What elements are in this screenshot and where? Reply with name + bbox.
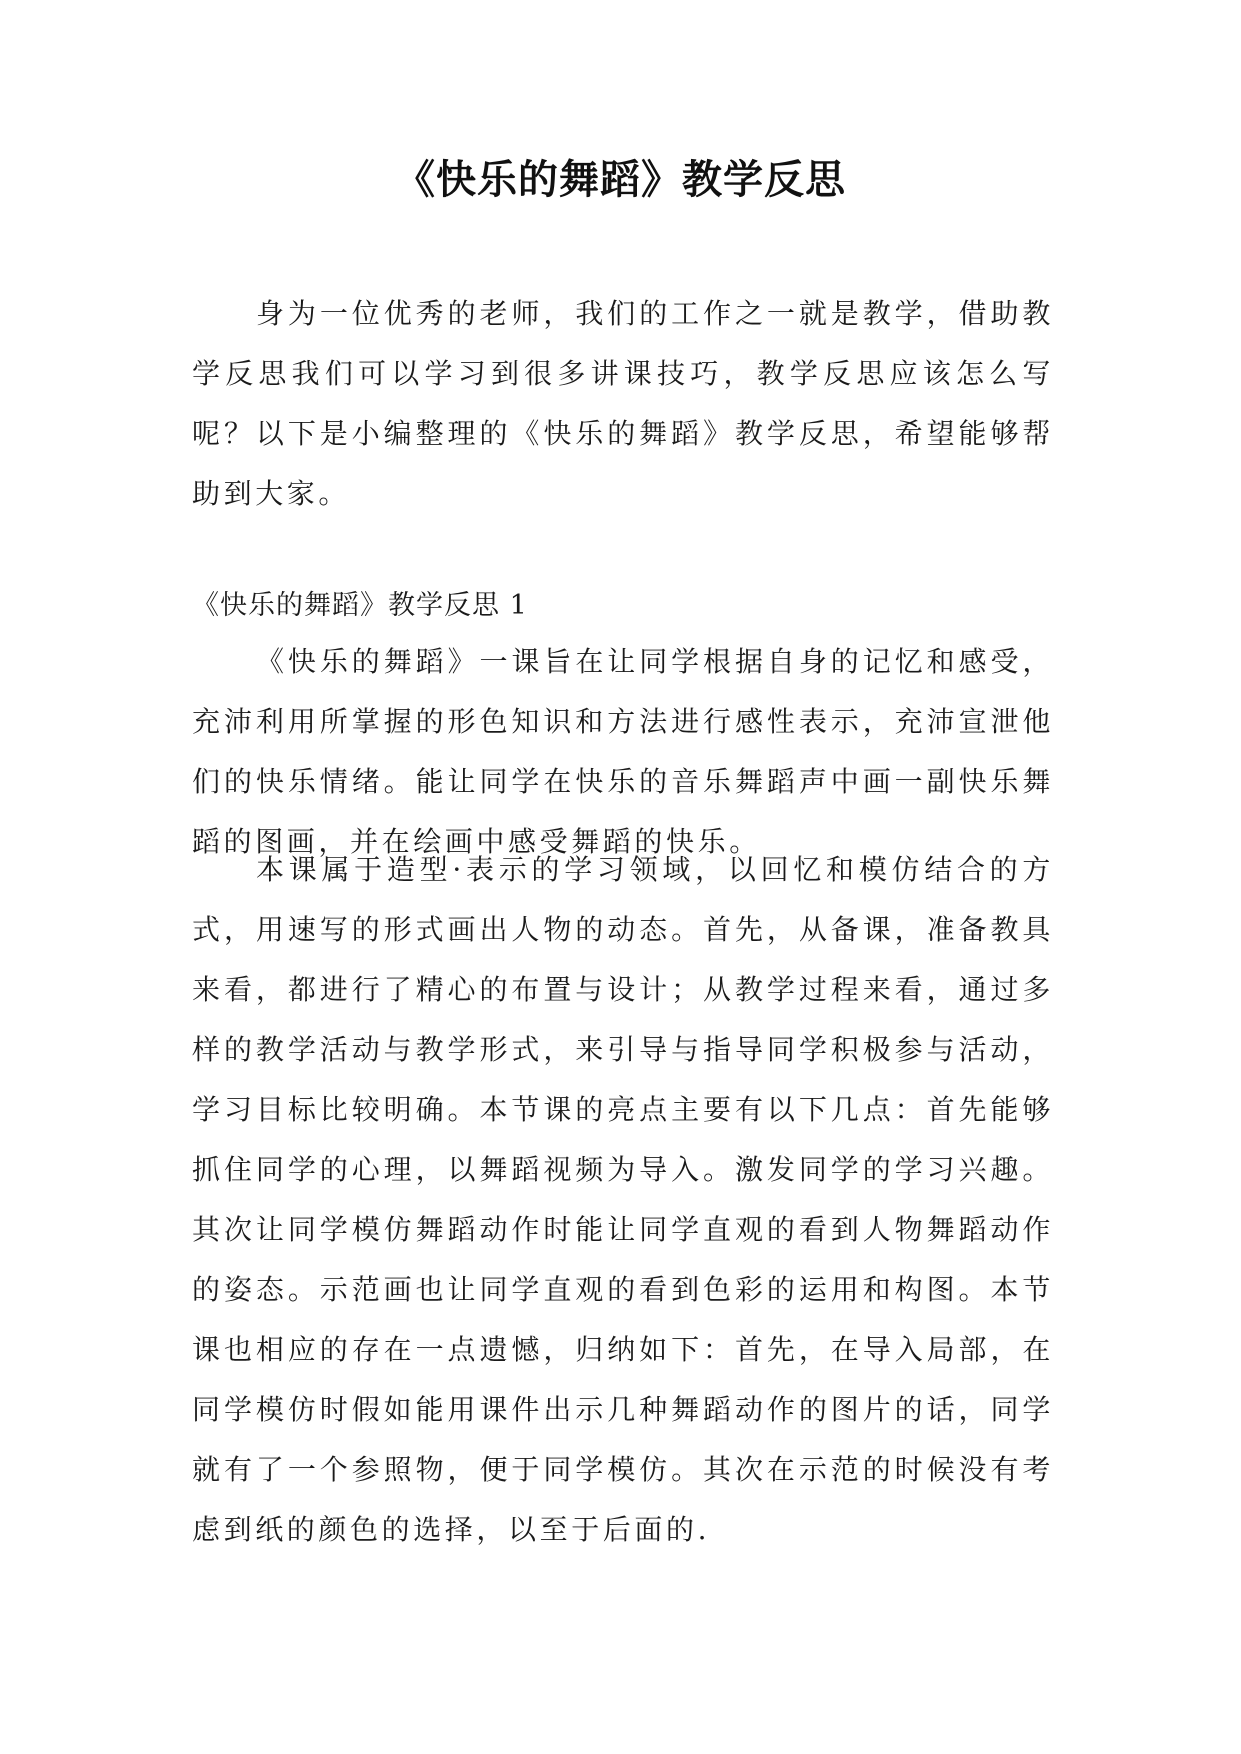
- body-paragraph: 《快乐的舞蹈》一课旨在让同学根据自身的记忆和感受，充沛利用所掌握的形色知识和方法进行感性表示，充沛宣泄他们的快乐情绪。能让同学在快乐的音乐舞蹈声中画一副快乐舞蹈的图画，并在绘画中感受舞蹈的快乐。: [192, 645, 1054, 858]
- intro-paragraph: 身为一位优秀的老师，我们的工作之一就是教学，借助教学反思我们可以学习到很多讲课技巧，教学反思应该怎么写呢？以下是小编整理的《快乐的舞蹈》教学反思，希望能够帮助到大家。: [192, 297, 1054, 510]
- section-heading: 《快乐的舞蹈》教学反思 1: [192, 590, 528, 621]
- body-paragraph: 本课属于造型·表示的学习领域，以回忆和模仿结合的方式，用速写的形式画出人物的动态。首先，从备课，准备教具来看，都进行了精心的布置与设计；从教学过程来看，通过多样的教学活动与教学形式，来引导与指导同学积极参与活动，学习目标比较明确。本节课的亮点主要有以下几点：首先能够抓住同学的心理，以舞蹈视频为导入。激发同学的学习兴趣。其次让同学模仿舞蹈动作时能让同学直观的看到人物舞蹈动作的姿态。示范画也让同学直观的看到色彩的运用和构图。本节课也相应的存在一点遗憾，归纳如下：首先，在导入局部，在同学模仿时假如能用课件出示几种舞蹈动作的图片的话，同学就有了一个参照物，便于同学模仿。其次在示范的时候没有考虑到纸的颜色的选择，以至于后面的.: [192, 853, 1054, 1546]
- document-title: 《快乐的舞蹈》教学反思: [395, 157, 846, 203]
